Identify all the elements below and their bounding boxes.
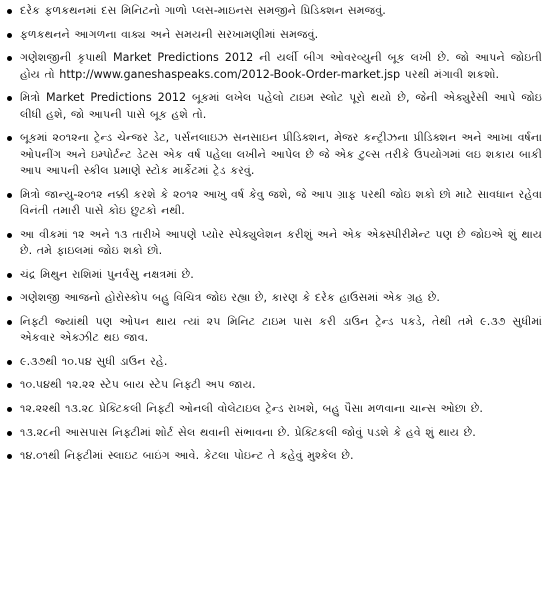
list-item — [4, 227, 542, 260]
bullet-icon — [7, 33, 12, 38]
bullet-icon — [7, 233, 12, 238]
list-item-text: ૧૩.૨૮ની આસપાસ નિફ્ટીમાં શોર્ટ સેલ થવાની સંભાવના છે. પ્રેક્ટિકલી જોવું પડશે કે હવે શું થાય છે. — [20, 425, 476, 439]
bullet-icon — [7, 273, 12, 278]
list-item-text: મિત્રો જાન્યુ-૨૦૧૨ નક્કી કરશે કે ૨૦૧૨ આખુ વર્ષ કેવુ જશે, જે આપ ગ્રાફ પરથી જોઇ શકો છો માટે સાવધાન રહેવા વિનંતી તમારી પાસે કોઇ છુટકો નથી. — [20, 187, 542, 217]
list-item-text: ગણેશજીની કૃપાથી Market Predictions 2012 ની યર્લી બીગ ઓવરવ્યુની બૂક લખી છે. જો આપને જોઇતી હોય તો http://www.ganeshaspeaks.com/2012-Book-Order-market.jsp પરથી મંગાવી શકશો. — [20, 51, 542, 81]
bullet-icon — [7, 454, 12, 459]
bullet-icon — [7, 9, 12, 14]
list-item — [4, 290, 542, 306]
list-item-text: નિફ્ટી જ્યાંથી પણ ઓપન થાય ત્યાં ૨૫ મિનિટ ટાઇમ પાસ કરી ડાઉન ટ્રેન્ડ પકડે, તેથી તમે ૯.૩૭ સુધીમાં એકવાર એક્ઝીટ થઇ જાવ. — [20, 314, 542, 345]
list-item-text: ૯.૩૭થી ૧૦.૫૪ સુધી ડાઉન રહે. — [20, 354, 168, 368]
list-item — [4, 187, 542, 220]
prediction-bullet-list — [4, 3, 542, 465]
list-item — [4, 354, 542, 370]
list-item — [4, 448, 542, 464]
list-item — [4, 401, 542, 417]
list-item-text: ૧૪.૦૧થી નિફ્ટીમાં સ્લાઇટ બાઇંગ આવે. કેટલા પોઇન્ટ તે કહેવું મુશ્કેલ છે. — [20, 449, 354, 463]
list-item — [4, 27, 542, 43]
bullet-icon — [7, 320, 12, 325]
bullet-icon — [7, 296, 12, 301]
bullet-icon — [7, 431, 12, 436]
bullet-icon — [7, 96, 12, 101]
bullet-icon — [7, 193, 12, 198]
list-item-text: મિત્રો Market Predictions 2012 બૂકમાં લખેલ પહેલો ટાઇમ સ્લોટ પૂરો થયો છે, જેની એક્યુરેસી આપે જોઇ લીધી હશે, જો આપની પાસે બૂક હશે તો. — [20, 91, 542, 121]
list-item-text: ૧૦.૫૪થી ૧૨.૨૨ સ્ટેપ બાય સ્ટેપ નિફ્ટી અપ જાય. — [20, 378, 256, 392]
list-item — [4, 130, 542, 179]
list-item — [4, 425, 542, 441]
bullet-icon — [7, 136, 12, 141]
list-item-text: ૧૨.૨૨થી ૧૩.૨૮ પ્રેક્ટિકલી નિફ્ટી ઓનલી વોલેટાઇલ ટ્રેન્ડ રાખશે, બહુ પૈસા મળવાના ચાન્સ ઓછા છે. — [20, 401, 483, 415]
list-item-text: બૂકમાં ૨૦૧૨ના ટ્રેન્ડ ચેન્જર ડેટ, પર્સનલાઇઝ સનસાઇન પ્રીડિક્શન, મેજર કન્ટ્રીઝના પ્રીડિક્શન અને આખા વર્ષના ઓપનીંગ અને ઇમ્પોર્ટન્ટ ડેટસ એક વર્ષ પહેલા લખીને આપેલ છે જે એક ટુલ્સ તરીકે ઉપયોગમાં લઇ શકાય બાકી આપ આપની સ્કીલ પ્રમાણે સ્ટોક માર્કેટમાં ટ્રેડ કરવું. — [20, 131, 542, 177]
list-item-text: આ વીકમાં ૧૨ અને ૧૩ તારીખે આપણે પ્યોર સ્પેક્યુલેશન કરીશું અને એક એક્સ્પીરીમેન્ટ પણ છે જોઇએ શું થાય છે. તમે ફાઇલમાં જોઇ શકો છો. — [20, 227, 542, 257]
bullet-icon — [7, 407, 12, 412]
bullet-icon — [7, 56, 12, 61]
list-item-text: ચંદ્ર મિથુન રાશિમાં પુનર્વસુ નક્ષત્રમાં છે. — [20, 267, 194, 281]
list-item-text: દરેક ફળકથનમાં દસ મિનિટનો ગાળો પ્લસ-માઇનસ સમજીને પ્રિડિક્શન સમજવું. — [20, 4, 386, 17]
list-item — [4, 3, 542, 19]
list-item — [4, 90, 542, 123]
bullet-icon — [7, 360, 12, 365]
bullet-icon — [7, 383, 12, 388]
list-item — [4, 267, 542, 283]
list-item-text: ફળકથનને આગળના વાક્ય અને સમયની સરખામણીમાં સમજવું. — [20, 27, 319, 41]
list-item — [4, 314, 542, 347]
list-item-text: ગણેશજી આજનો હોરોસ્કોપ બહુ વિચિત્ર જોઇ રહ્યા છે, કારણ કે દરેક હાઉસમાં એક ગ્રહ છે. — [20, 291, 440, 305]
list-item — [4, 50, 542, 83]
list-item — [4, 377, 542, 393]
